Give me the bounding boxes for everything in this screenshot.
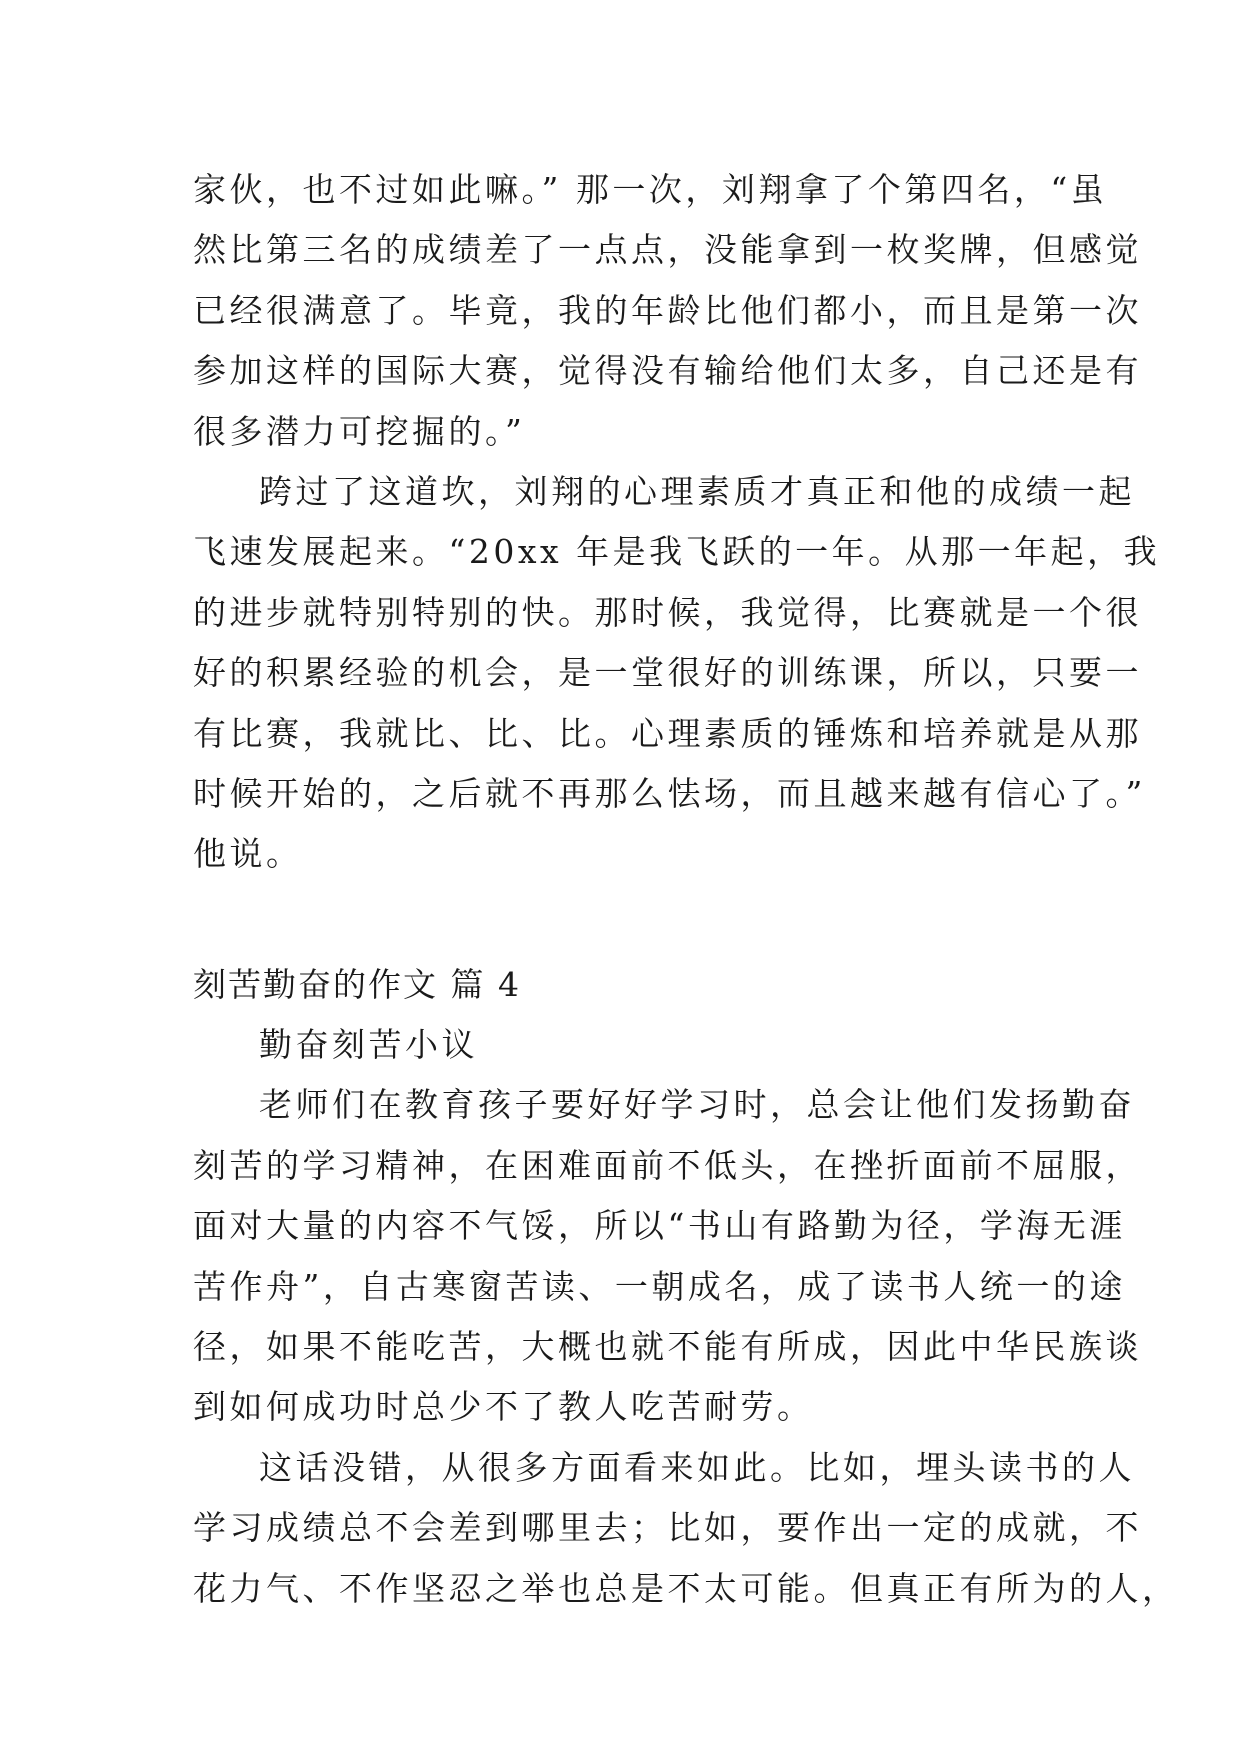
document-page [193,160,1179,1619]
text-line: 时候开始的，之后就不再那么怯场，而且越来越有信心了。” [193,773,1146,813]
paragraph [193,160,1142,462]
section-heading: 刻苦勤奋的作文 篇 4 [193,964,521,1004]
text-line: 学习成绩总不会差到哪里去；比如，要作出一定的成就，不 [193,1508,1142,1548]
text-line: 老师们在教育孩子要好好学习时，总会让他们发扬勤奋 [259,1085,1135,1125]
text-line: 飞速发展起来。“20xx 年是我飞跃的一年。从那一年起，我 [193,532,1161,572]
text-line: 已经很满意了。毕竟，我的年龄比他们都小，而且是第一次 [193,290,1142,330]
text-line: 参加这样的国际大赛，觉得没有输给他们太多，自己还是有 [193,351,1142,391]
section-gap [193,885,1063,955]
text-line: 花力气、不作坚忍之举也总是不太可能。但真正有所为的人， [193,1568,1179,1608]
text-line: 苦作舟”，自古寒窗苦读、一朝成名，成了读书人统一的途 [193,1266,1126,1306]
text-line: 然比第三名的成绩差了一点点，没能拿到一枚奖牌，但感觉 [193,230,1142,270]
text-line: 很多潜力可挖掘的。” [193,411,526,451]
paragraph [193,462,1161,885]
text-line: 刻苦的学习精神，在困难面前不低头，在挫折面前不屈服， [193,1145,1142,1185]
text-line: 面对大量的内容不气馁，所以“书山有路勤为径，学海无涯 [193,1206,1126,1246]
text-line: 跨过了这道坎，刘翔的心理素质才真正和他的成绩一起 [259,471,1135,511]
essay-subtitle: 勤奋刻苦小议 [259,1025,478,1065]
text-line: 到如何成功时总少不了教人吃苦耐劳。 [193,1387,814,1427]
text-line: 他说。 [193,834,303,874]
paragraph [193,1438,1179,1619]
text-line: 有比赛，我就比、比、比。心理素质的锤炼和培养就是从那 [193,713,1142,753]
text-line: 径，如果不能吃苦，大概也就不能有所成，因此中华民族谈 [193,1327,1142,1367]
text-line: 的进步就特别特别的快。那时候，我觉得，比赛就是一个很 [193,592,1142,632]
text-line: 家伙，也不过如此嘛。” 那一次，刘翔拿了个第四名，“虽 [193,170,1108,209]
text-line: 好的积累经验的机会，是一堂很好的训练课，所以，只要一 [193,653,1142,693]
text-line: 这话没错，从很多方面看来如此。比如，埋头读书的人 [259,1447,1135,1487]
paragraph [193,1075,1142,1437]
